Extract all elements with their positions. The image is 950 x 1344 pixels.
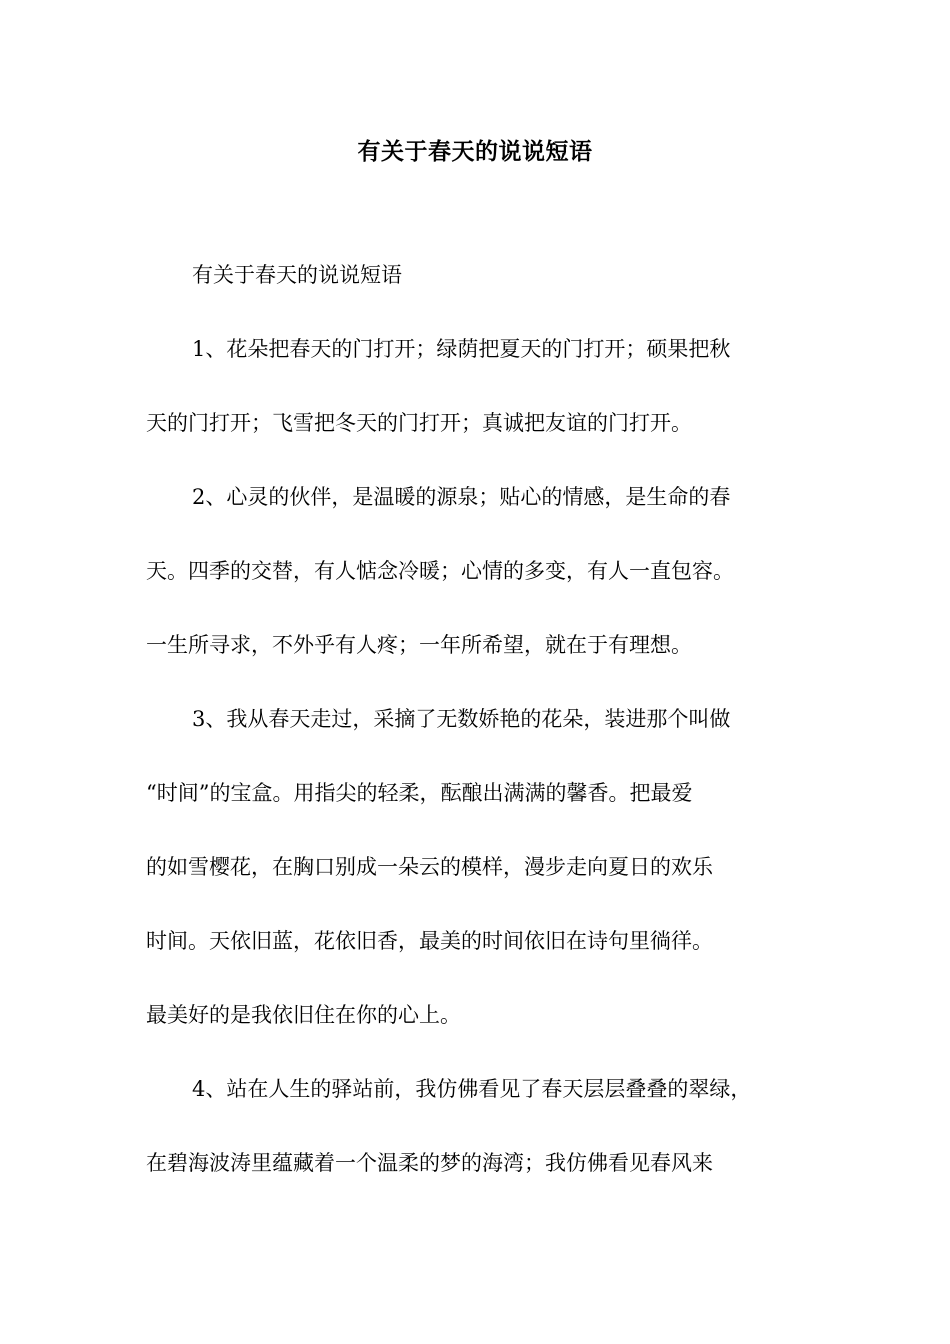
body-line: 在碧海波涛里蕴藏着一个温柔的梦的海湾；我仿佛看见春风来 xyxy=(146,1151,713,1175)
body-line: 2、心灵的伙伴，是温暖的源泉；贴心的情感，是生命的春 xyxy=(192,485,731,509)
body-line: 4、站在人生的驿站前，我仿佛看见了春天层层叠叠的翠绿， xyxy=(192,1077,752,1101)
body-line: 3、我从春天走过，采摘了无数娇艳的花朵，装进那个叫做 xyxy=(192,707,731,731)
body-line: 天的门打开；飞雪把冬天的门打开；真诚把友谊的门打开。 xyxy=(146,411,692,435)
body-line: 1、花朵把春天的门打开；绿荫把夏天的门打开；硕果把秋 xyxy=(192,337,731,361)
document-title: 有关于春天的说说短语 xyxy=(357,138,593,165)
body-line: 的如雪樱花，在胸口别成一朵云的模样，漫步走向夏日的欢乐 xyxy=(146,855,713,879)
body-line: “时间”的宝盒。用指尖的轻柔，酝酿出满满的馨香。把最爱 xyxy=(146,781,693,805)
body-line: 有关于春天的说说短语 xyxy=(192,263,402,287)
body-line: 最美好的是我依旧住在你的心上。 xyxy=(146,1003,461,1027)
document-body xyxy=(146,238,806,1200)
body-line: 一生所寻求，不外乎有人疼；一年所希望，就在于有理想。 xyxy=(146,633,692,657)
body-line: 天。四季的交替，有人惦念冷暖；心情的多变，有人一直包容。 xyxy=(146,559,734,583)
body-line: 时间。天依旧蓝，花依旧香，最美的时间依旧在诗句里徜徉。 xyxy=(146,929,713,953)
